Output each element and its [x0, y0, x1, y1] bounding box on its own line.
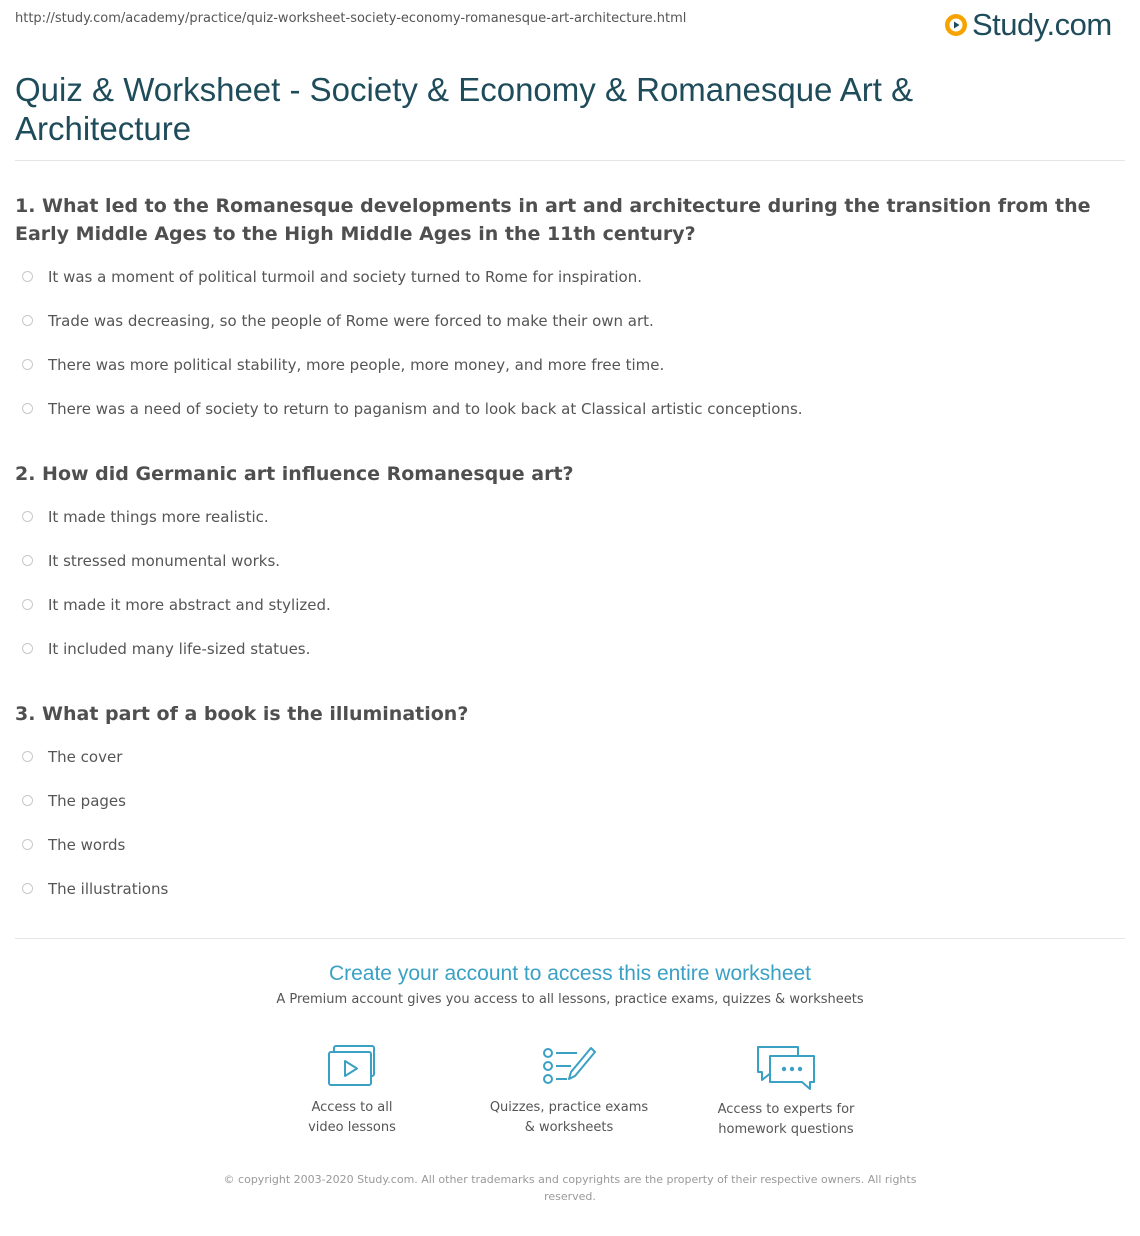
feature-label-line: Quizzes, practice exams	[489, 1100, 649, 1115]
quiz-checklist-icon	[541, 1044, 597, 1088]
question-3-options	[22, 746, 168, 922]
answer-option[interactable]	[22, 594, 331, 638]
feature-label	[252, 1098, 452, 1138]
play-logo-icon	[944, 13, 968, 37]
feature-label	[686, 1100, 886, 1140]
answer-option[interactable]	[22, 310, 803, 354]
question-2: 2. How did Germanic art influence Romanesque art?	[15, 463, 574, 485]
feature-label	[469, 1098, 669, 1138]
logo-text: Study.com	[972, 7, 1112, 42]
question-2-options	[22, 506, 331, 682]
feature-video-lessons	[252, 1044, 452, 1138]
question-1-options	[22, 266, 803, 442]
page-title: Quiz & Worksheet - Society & Economy & Romanesque Art & Architecture	[15, 71, 914, 147]
premium-description: A Premium account gives you access to all lessons, practice exams, quizzes & worksheets	[276, 992, 864, 1007]
answer-option[interactable]	[22, 266, 803, 310]
answer-text: The illustrations	[48, 880, 169, 898]
answer-option[interactable]	[22, 550, 331, 594]
radio-button[interactable]	[22, 599, 33, 610]
answer-option[interactable]	[22, 834, 168, 878]
radio-button[interactable]	[22, 751, 33, 762]
create-account-link[interactable]: Create your account to access this entire worksheet	[328, 962, 812, 985]
radio-button[interactable]	[22, 555, 33, 566]
question-1: 1. What led to the Romanesque developments in art and architecture during the transition from the Early Middle Ages to the High Middle Ages in the 11th century?	[15, 195, 1091, 245]
page-url: http://study.com/academy/practice/quiz-worksheet-society-economy-romanesque-art-architecture.html	[15, 11, 687, 26]
radio-button[interactable]	[22, 511, 33, 522]
divider	[15, 938, 1125, 939]
answer-option[interactable]	[22, 354, 803, 398]
answer-option[interactable]	[22, 878, 168, 922]
answer-text: The words	[48, 836, 126, 854]
answer-text: It made it more abstract and stylized.	[48, 596, 331, 614]
answer-option[interactable]	[22, 506, 331, 550]
feature-quizzes	[469, 1044, 669, 1138]
feature-label-line: & worksheets	[524, 1120, 614, 1135]
radio-button[interactable]	[22, 403, 33, 414]
copyright-notice: © copyright 2003-2020 Study.com. All other trademarks and copyrights are the property of their respective owners. All rights reserved.	[223, 1173, 917, 1203]
radio-button[interactable]	[22, 795, 33, 806]
radio-button[interactable]	[22, 359, 33, 370]
answer-text: It stressed monumental works.	[48, 552, 281, 570]
answer-text: The cover	[48, 748, 123, 766]
answer-text: It included many life-sized statues.	[48, 640, 311, 658]
radio-button[interactable]	[22, 315, 33, 326]
feature-label-line: Access to all	[311, 1100, 393, 1115]
divider	[15, 160, 1125, 161]
feature-label-line: video lessons	[308, 1120, 396, 1135]
answer-option[interactable]	[22, 638, 331, 682]
answer-option[interactable]	[22, 746, 168, 790]
feature-experts	[686, 1044, 886, 1140]
answer-text: It was a moment of political turmoil and society turned to Rome for inspiration.	[48, 268, 642, 286]
answer-option[interactable]	[22, 790, 168, 834]
study-logo[interactable]	[944, 7, 1112, 43]
feature-label-line: homework questions	[718, 1122, 854, 1137]
feature-label-line: Access to experts for	[717, 1102, 855, 1117]
question-3: 3. What part of a book is the illumination?	[15, 703, 469, 725]
answer-text: There was more political stability, more people, more money, and more free time.	[48, 356, 665, 374]
radio-button[interactable]	[22, 643, 33, 654]
chat-bubbles-icon	[754, 1044, 818, 1090]
radio-button[interactable]	[22, 839, 33, 850]
answer-option[interactable]	[22, 398, 803, 442]
answer-text: There was a need of society to return to paganism and to look back at Classical artistic conceptions.	[48, 400, 803, 418]
radio-button[interactable]	[22, 883, 33, 894]
video-lessons-icon	[326, 1044, 378, 1088]
radio-button[interactable]	[22, 271, 33, 282]
answer-text: Trade was decreasing, so the people of Rome were forced to make their own art.	[48, 312, 654, 330]
answer-text: The pages	[48, 792, 126, 810]
answer-text: It made things more realistic.	[48, 508, 269, 526]
